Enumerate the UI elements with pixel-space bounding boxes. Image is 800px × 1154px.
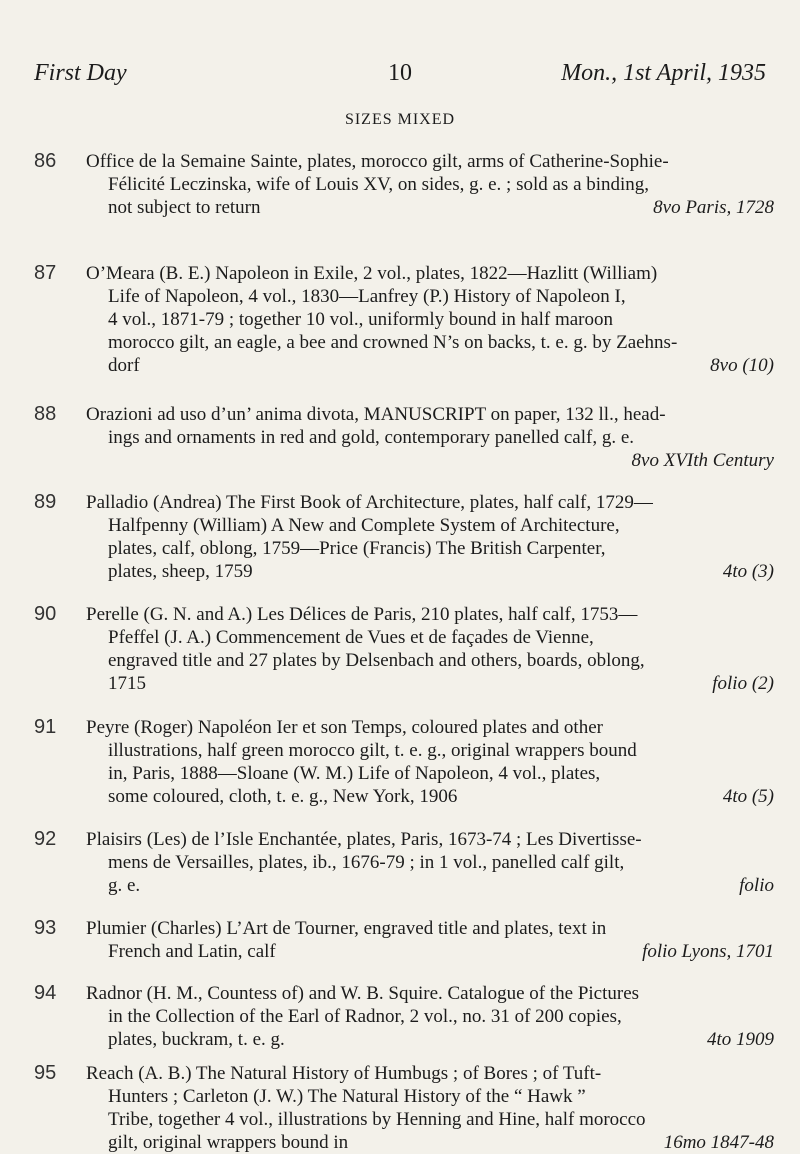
lot-number: 92	[34, 828, 57, 850]
lot-format: folio	[739, 875, 774, 896]
lot-line	[86, 1108, 774, 1131]
lot-line-text: Office de la Semaine Sainte, plates, morocco gilt, arms of Catherine-Sophie-	[86, 151, 669, 172]
lot-format: 16mo 1847-48	[663, 1132, 774, 1153]
lot-line	[86, 403, 774, 426]
lot-line	[86, 491, 774, 514]
lot-line-text: Radnor (H. M., Countess of) and W. B. Squire. Catalogue of the Pictures	[86, 983, 640, 1004]
lot-line-text: dorf	[108, 355, 140, 376]
lot-format: 8vo (10)	[710, 355, 774, 376]
lot-description	[86, 150, 774, 219]
lot-line-text: in, Paris, 1888—Sloane (W. M.) Life of Napoleon, 4 vol., plates,	[108, 763, 601, 784]
lot-number: 89	[34, 491, 57, 513]
lot-line	[86, 537, 774, 560]
lot-line-text: O’Meara (B. E.) Napoleon in Exile, 2 vol., plates, 1822—Hazlitt (William)	[86, 263, 658, 284]
lot-line-text: in the Collection of the Earl of Radnor, 2 vol., no. 31 of 200 copies,	[108, 1006, 622, 1027]
lot-line	[86, 603, 774, 626]
page-header	[34, 60, 766, 94]
lot-line	[86, 716, 774, 739]
lot-description	[86, 262, 774, 377]
lot-line	[86, 785, 774, 808]
lot-line	[86, 196, 774, 219]
lot-description	[86, 491, 774, 583]
lot-line	[86, 354, 774, 377]
lot-number: 87	[34, 262, 57, 284]
lot-line	[86, 308, 774, 331]
lot-number: 94	[34, 982, 57, 1004]
lot-line-text: Peyre (Roger) Napoléon Ier et son Temps, coloured plates and other	[86, 717, 603, 738]
lot-line-text: Tribe, together 4 vol., illustrations by Henning and Hine, half morocco	[108, 1109, 646, 1130]
lot-line	[86, 1085, 774, 1108]
lot-line	[86, 150, 774, 173]
lot-line	[86, 262, 774, 285]
lot-line	[86, 1131, 774, 1154]
lot-line	[86, 874, 774, 897]
lot-number: 88	[34, 403, 57, 425]
lot-line-text: mens de Versailles, plates, ib., 1676-79 ; in 1 vol., panelled calf gilt,	[108, 852, 625, 873]
lot-line-text: some coloured, cloth, t. e. g., New York, 1906	[108, 786, 458, 807]
header-sale-day: First Day	[34, 60, 127, 86]
lot-description	[86, 403, 774, 472]
lot-line-text: g. e.	[108, 875, 141, 896]
lot-description	[86, 603, 774, 695]
lot-line-text: ings and ornaments in red and gold, contemporary panelled calf, g. e.	[108, 427, 635, 448]
lot-line-text: Plaisirs (Les) de l’Isle Enchantée, plates, Paris, 1673-74 ; Les Divertisse-	[86, 829, 642, 850]
lot-line-text: Orazioni ad uso d’un’ anima divota, MANUSCRIPT on paper, 132 ll., head-	[86, 404, 666, 425]
lot-description	[86, 1062, 774, 1154]
lot-line	[86, 426, 774, 449]
lot-description	[86, 716, 774, 808]
lot-format: 8vo Paris, 1728	[653, 197, 774, 218]
lot-line-text: French and Latin, calf	[108, 941, 276, 962]
lot-line	[86, 173, 774, 196]
lot-line	[86, 739, 774, 762]
lot-line-text: plates, buckram, t. e. g.	[108, 1029, 285, 1050]
lot-line-text: Pfeffel (J. A.) Commencement de Vues et de façades de Vienne,	[108, 627, 594, 648]
lot-number: 86	[34, 150, 57, 172]
lot-line	[86, 1062, 774, 1085]
lot-format: 4to (5)	[722, 786, 774, 807]
lot-line-text: Reach (A. B.) The Natural History of Humbugs ; of Bores ; of Tuft-	[86, 1063, 602, 1084]
lot-line	[86, 514, 774, 537]
page-number: 10	[388, 60, 412, 86]
lot-line	[86, 560, 774, 583]
lot-line	[86, 982, 774, 1005]
lot-number: 90	[34, 603, 57, 625]
lot-line-text: Hunters ; Carleton (J. W.) The Natural History of the “ Hawk ”	[108, 1086, 586, 1107]
lot-number: 91	[34, 716, 57, 738]
lot-line-text: Palladio (Andrea) The First Book of Architecture, plates, half calf, 1729—	[86, 492, 653, 513]
section-title: SIZES MIXED	[344, 111, 456, 128]
lot-line	[86, 828, 774, 851]
lot-line	[86, 917, 774, 940]
lot-format: folio (2)	[712, 673, 774, 694]
lot-number: 95	[34, 1062, 57, 1084]
lot-line	[86, 940, 774, 963]
lot-line	[86, 851, 774, 874]
lot-number: 93	[34, 917, 57, 939]
lot-line-text: plates, sheep, 1759	[108, 561, 253, 582]
lot-line-text: Life of Napoleon, 4 vol., 1830—Lanfrey (P.) History of Napoleon I,	[108, 286, 626, 307]
lot-line-text: illustrations, half green morocco gilt, t. e. g., original wrappers bound	[108, 740, 637, 761]
lot-line-text: Félicité Leczinska, wife of Louis XV, on sides, g. e. ; sold as a binding,	[108, 174, 650, 195]
lot-line	[86, 331, 774, 354]
lot-line-text: plates, calf, oblong, 1759—Price (Francis) The British Carpenter,	[108, 538, 606, 559]
header-sale-date: Mon., 1st April, 1935	[561, 60, 766, 86]
lot-line	[86, 649, 774, 672]
lot-line-text: 1715	[108, 673, 146, 694]
lot-line	[86, 762, 774, 785]
lot-format: 4to 1909	[706, 1029, 774, 1050]
lot-format: folio Lyons, 1701	[642, 941, 774, 962]
lot-format: 8vo XVIth Century	[631, 450, 774, 471]
lot-line	[86, 285, 774, 308]
lot-line-text: 4 vol., 1871-79 ; together 10 vol., uniformly bound in half maroon	[108, 309, 614, 330]
lot-line-text: engraved title and 27 plates by Delsenbach and others, boards, oblong,	[108, 650, 645, 671]
lot-line	[86, 672, 774, 695]
lot-line	[86, 1005, 774, 1028]
lot-line-text: Halfpenny (William) A New and Complete System of Architecture,	[108, 515, 620, 536]
lot-description	[86, 828, 774, 897]
lot-line-text: morocco gilt, an eagle, a bee and crowned N’s on backs, t. e. g. by Zaehns-	[108, 332, 678, 353]
lot-line	[86, 1028, 774, 1051]
lot-format: 4to (3)	[722, 561, 774, 582]
lot-description	[86, 982, 774, 1051]
lot-line-text: not subject to return	[108, 197, 261, 218]
lot-line-text: Plumier (Charles) L’Art de Tourner, engraved title and plates, text in	[86, 918, 607, 939]
lot-line	[86, 626, 774, 649]
lot-line	[86, 449, 774, 472]
lot-line-text: Perelle (G. N. and A.) Les Délices de Paris, 210 plates, half calf, 1753—	[86, 604, 638, 625]
lot-description	[86, 917, 774, 963]
lot-line-text: gilt, original wrappers bound in	[108, 1132, 349, 1153]
